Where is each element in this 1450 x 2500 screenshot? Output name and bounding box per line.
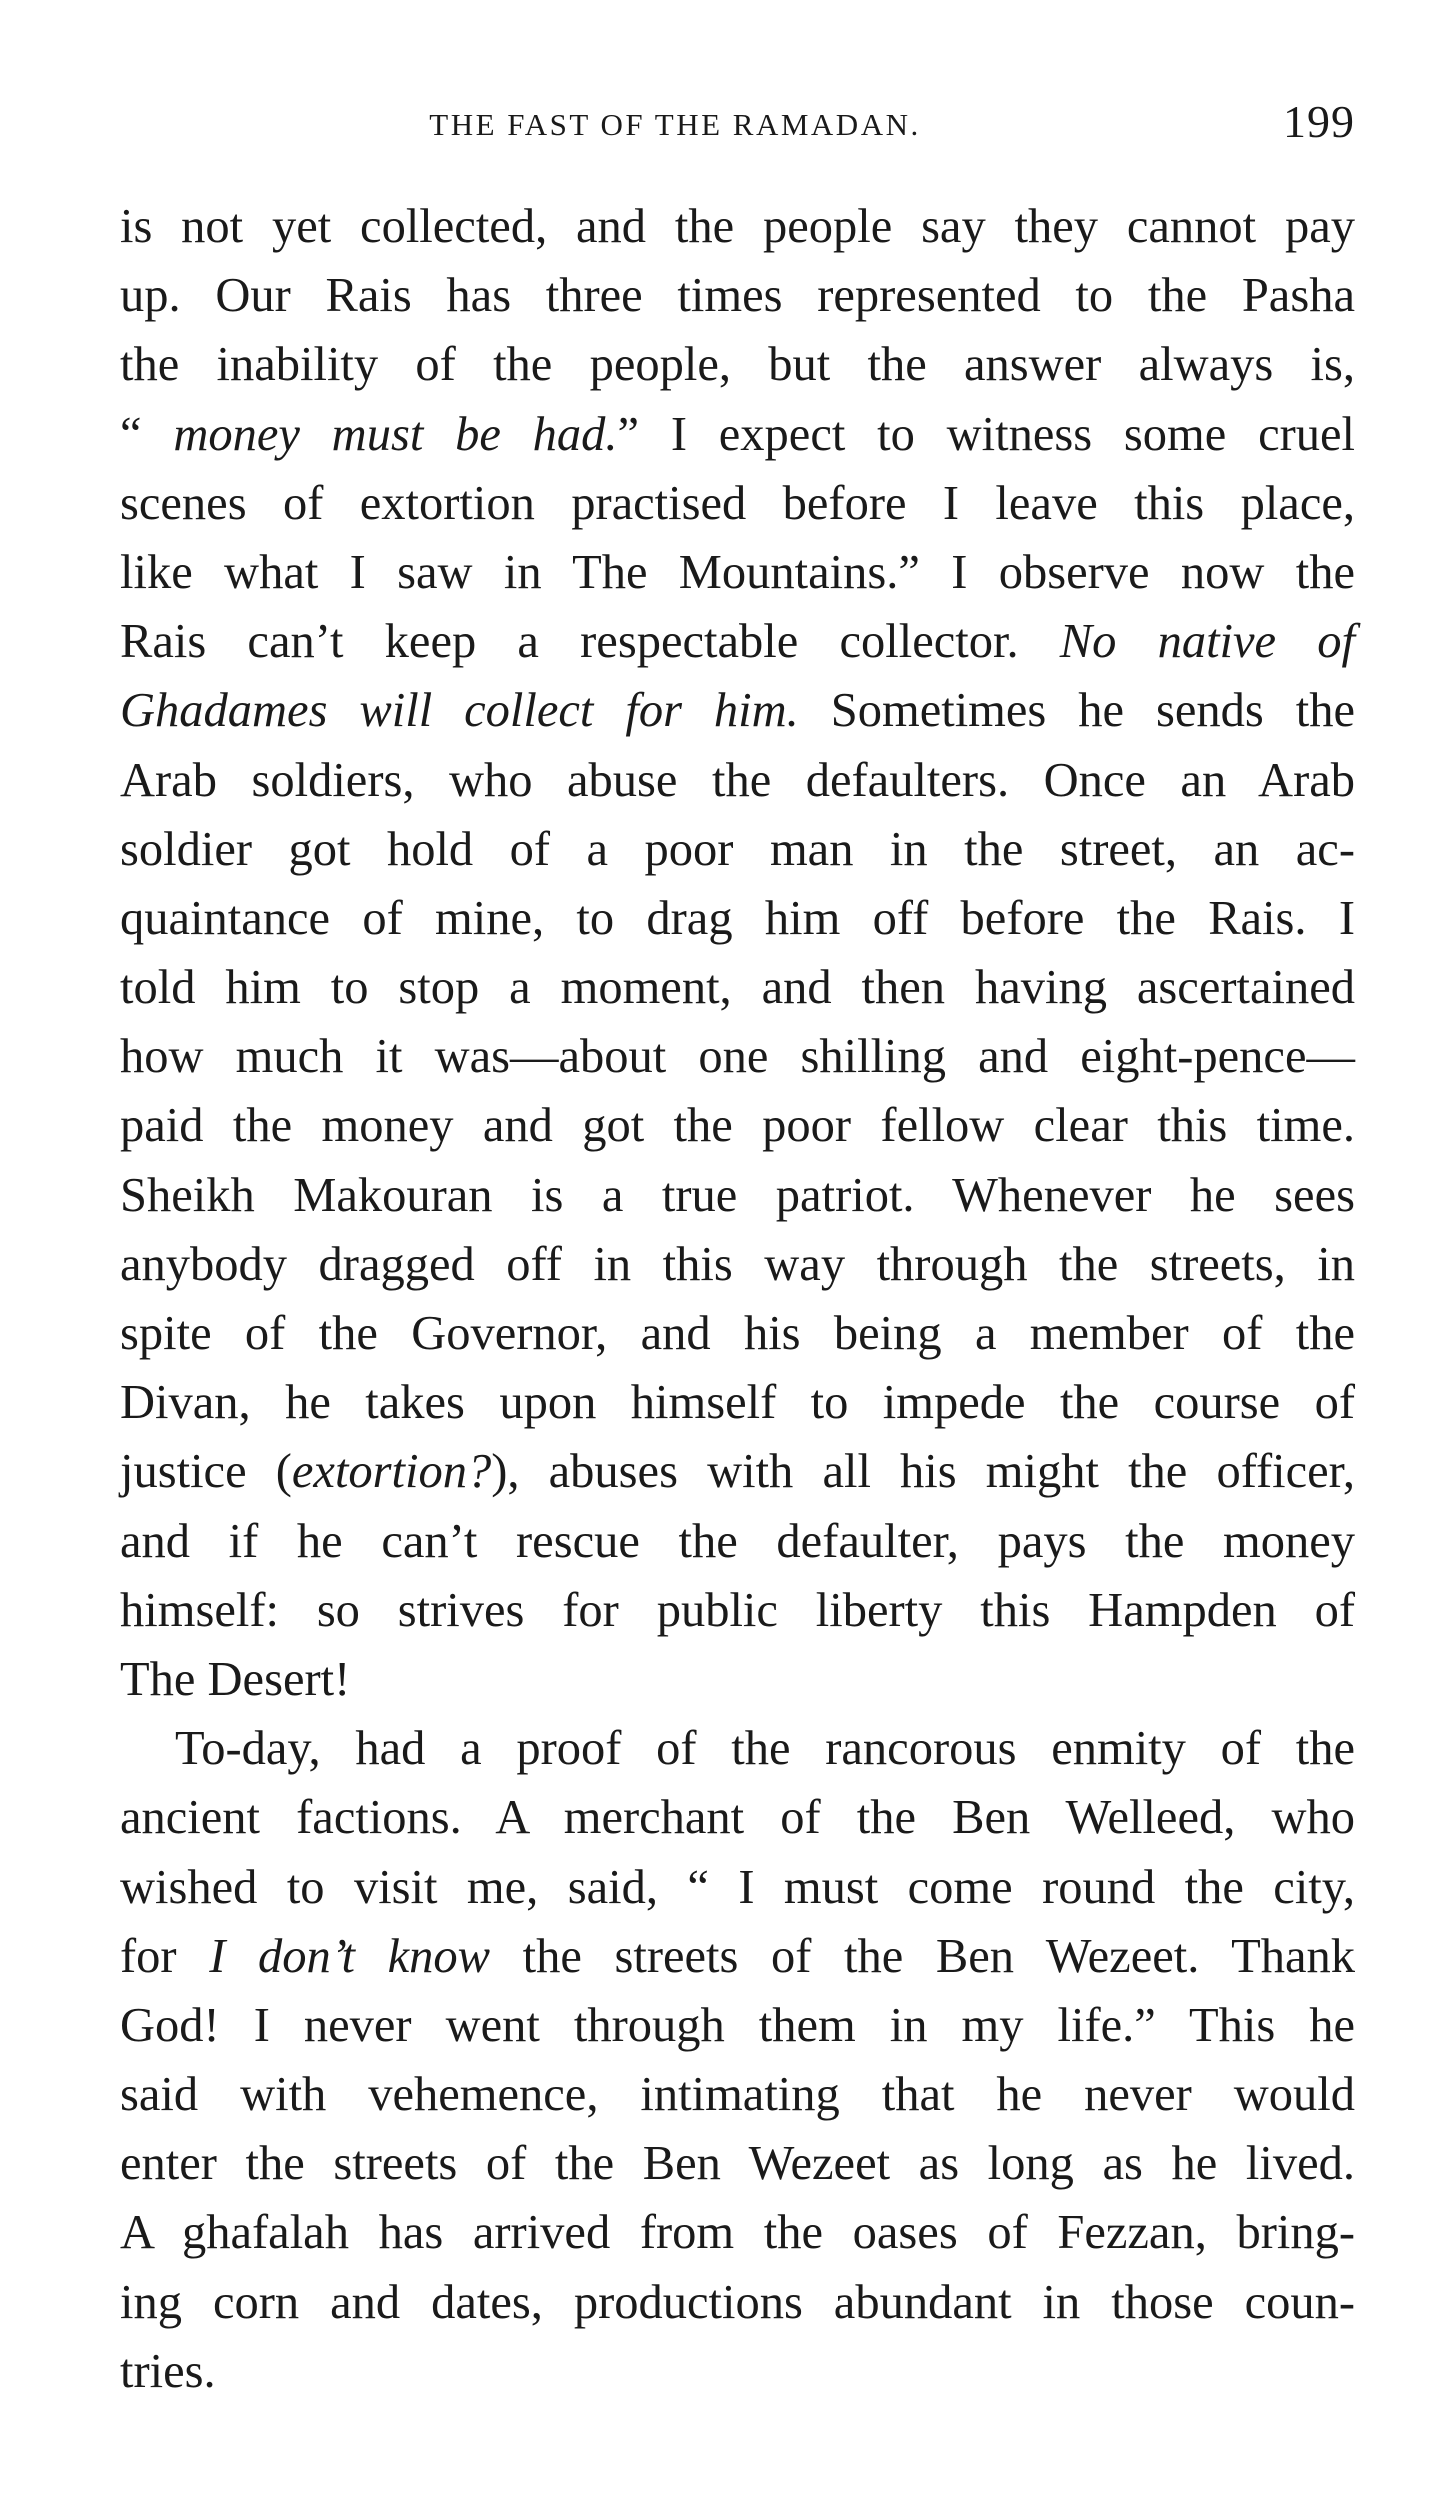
- text-line: [120, 1091, 1355, 1160]
- text-segment: wished to visit me, said, “ I must come round the city,: [120, 1860, 1355, 1914]
- italic-text: Ghadames will collect for him.: [120, 684, 799, 738]
- text-segment: how much it was—about one shilling and eight-pence—: [120, 1030, 1355, 1084]
- text-segment: enter the streets of the Ben Wezeet as long as he lived.: [120, 2137, 1355, 2191]
- text-line: [120, 1230, 1355, 1299]
- italic-text: money must be had.: [173, 407, 618, 461]
- text-segment: Sheikh Makouran is a true patriot. Whenever he sees: [120, 1168, 1355, 1222]
- text-segment: ), abuses with all his might the officer,: [491, 1445, 1355, 1499]
- text-line: [120, 1576, 1355, 1645]
- text-line: [120, 330, 1355, 399]
- text-segment: up. Our Rais has three times represented to the Pasha: [120, 269, 1355, 323]
- text-line: [120, 1161, 1355, 1230]
- text-line: [120, 1299, 1355, 1368]
- italic-text: extortion?: [291, 1445, 492, 1499]
- text-segment: God! I never went through them in my life.” This he: [120, 1998, 1355, 2052]
- text-segment: paid the money and got the poor fellow clear this time.: [120, 1099, 1355, 1153]
- text-line: [120, 192, 1355, 261]
- text-segment: the inability of the people, but the answer always is,: [120, 338, 1355, 392]
- text-segment: “: [120, 407, 174, 461]
- text-segment: anybody dragged off in this way through the streets, in: [120, 1237, 1355, 1291]
- text-line: [120, 400, 1355, 469]
- text-line: [120, 1507, 1355, 1576]
- text-segment: A ghafalah has arrived from the oases of Fezzan, bring-: [120, 2206, 1355, 2260]
- text-segment: and if he can’t rescue the defaulter, pays the money: [120, 1514, 1355, 1568]
- text-line: [120, 1922, 1355, 1991]
- text-line: [120, 884, 1355, 953]
- text-line: [120, 1853, 1355, 1922]
- italic-text: I don’t know: [209, 1929, 490, 1983]
- text-segment: soldier got hold of a poor man in the street, an ac-: [120, 822, 1355, 876]
- text-segment: the streets of the Ben Wezeet. Thank: [489, 1929, 1356, 1983]
- text-line: [120, 953, 1355, 1022]
- text-line: [120, 2198, 1355, 2267]
- running-head: [120, 95, 1355, 165]
- text-line: [120, 2129, 1355, 2198]
- text-line: [120, 1645, 1355, 1714]
- text-segment: Divan, he takes upon himself to impede the course of: [120, 1376, 1355, 1430]
- text-line: [120, 2060, 1355, 2129]
- text-segment: Sometimes he sends the: [798, 684, 1355, 738]
- text-segment: said with vehemence, intimating that he never would: [120, 2068, 1355, 2122]
- text-line: [120, 1368, 1355, 1437]
- text-line: [120, 2268, 1355, 2337]
- text-segment: like what I saw in The Mountains.” I observe now the: [120, 545, 1355, 599]
- text-segment: told him to stop a moment, and then having ascertained: [120, 961, 1355, 1015]
- page-number: 199: [1283, 96, 1355, 147]
- text-line: [120, 607, 1355, 676]
- text-segment: is not yet collected, and the people say they cannot pay: [120, 200, 1355, 253]
- text-segment: ancient factions. A merchant of the Ben Welleed, who: [120, 1791, 1355, 1845]
- text-line: [120, 538, 1355, 607]
- text-line: [120, 746, 1355, 815]
- text-line: [120, 1991, 1355, 2060]
- text-segment: scenes of extortion practised before I leave this place,: [120, 476, 1355, 530]
- text-line: [120, 1714, 1355, 1783]
- text-segment: Rais can’t keep a respectable collector.: [120, 615, 1060, 669]
- text-line: [120, 261, 1355, 330]
- text-line: [120, 1437, 1355, 1506]
- text-segment: spite of the Governor, and his being a member of the: [120, 1307, 1355, 1360]
- text-line: [120, 815, 1355, 884]
- text-line: [120, 1783, 1355, 1852]
- text-segment: himself: so strives for public liberty this Hampden of: [120, 1583, 1355, 1637]
- text-segment: ” I expect to witness some cruel: [617, 407, 1355, 461]
- text-segment: Arab soldiers, who abuse the defaulters. Once an Arab: [120, 753, 1355, 807]
- text-line: [120, 676, 1355, 745]
- text-segment: The Desert!: [120, 1652, 351, 1706]
- running-title: THE FAST OF THE RAMADAN.: [429, 107, 921, 142]
- text-segment: ing corn and dates, productions abundant in those coun-: [120, 2275, 1355, 2329]
- text-segment: tries.: [120, 2344, 216, 2398]
- text-line: [120, 2337, 1355, 2406]
- text-segment: for: [120, 1929, 210, 1983]
- text-line: [120, 469, 1355, 538]
- text-segment: quaintance of mine, to drag him off before the Rais. I: [120, 891, 1355, 945]
- text-segment: justice (: [120, 1445, 292, 1499]
- body-text: [120, 192, 1355, 2406]
- text-line: [120, 1022, 1355, 1091]
- text-segment: To-day, had a proof of the rancorous enmity of the: [175, 1722, 1355, 1776]
- italic-text: No native of: [1059, 615, 1355, 669]
